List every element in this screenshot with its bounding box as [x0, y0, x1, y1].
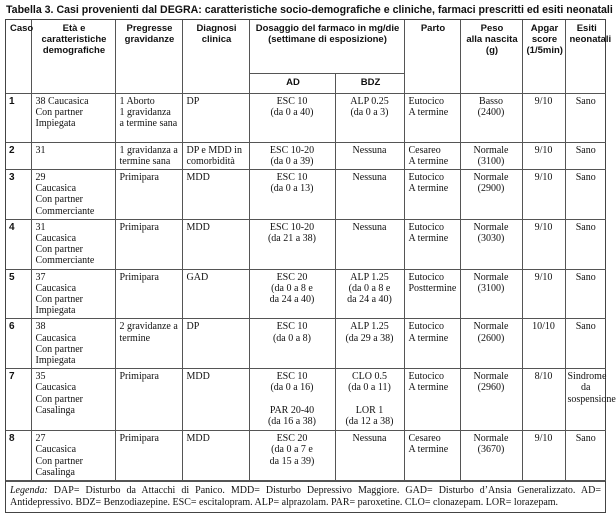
header-eta: Età e caratteristiche demografiche — [31, 20, 115, 93]
cell-gravidanze — [115, 93, 182, 142]
cell-apgar-value: 9/10 — [534, 144, 553, 156]
header-dosaggio: Dosaggio del farmaco in mg/die (settimane di esposizione) — [249, 20, 404, 73]
cell-ad-value: ESC 10 (da 0 a 13) — [270, 171, 314, 195]
cell-diagnosi-value: MDD — [186, 371, 210, 383]
legend-text: DAP= Disturbo da Attacchi di Panico. MDD= Disturbo Depressivo Maggiore. GAD= Disturbo d’Ansia Generalizzato. AD= Antidepressivo. BDZ= Benzodiazepine. ESC= escitalopram. ALP= alprazolam. PAR= paroxetine. CLO= clonazepam. LOR= lorazepam. — [10, 484, 601, 508]
case-number-value: 6 — [9, 321, 15, 333]
cell-gravidanze — [115, 369, 182, 431]
case-number-value: 5 — [9, 271, 15, 283]
cell-ad — [249, 431, 335, 481]
cell-apgar-value: 9/10 — [534, 95, 553, 107]
cell-eta — [31, 369, 115, 431]
case-number-value: 1 — [9, 95, 15, 107]
cell-ad-value: ESC 10-20 (da 0 a 39) — [269, 144, 315, 167]
cell-eta — [31, 93, 115, 142]
cell-eta — [31, 169, 115, 219]
cell-bdz — [335, 319, 404, 369]
cell-diagnosi — [182, 369, 249, 431]
cell-apgar-value: 9/10 — [534, 271, 553, 283]
cell-ad-value: ESC 20 (da 0 a 7 e da 15 a 39) — [269, 433, 315, 467]
case-number — [6, 169, 31, 219]
cell-gravidanze-value: Primipara — [119, 433, 159, 445]
cell-bdz — [335, 169, 404, 219]
cell-parto — [404, 169, 460, 219]
cell-gravidanze — [115, 219, 182, 269]
legend-label: Legenda: — [10, 484, 48, 496]
cell-diagnosi-value: MDD — [186, 171, 210, 183]
cell-ad — [249, 169, 335, 219]
cell-eta-value: 31 — [35, 144, 46, 156]
cell-esiti-value: Sano — [575, 271, 596, 283]
cell-esiti — [565, 319, 606, 369]
cell-peso — [460, 142, 522, 169]
cell-bdz-value: Nessuna — [352, 433, 387, 445]
header-gravidanze: Pregresse gravidanze — [115, 20, 182, 93]
table-row — [6, 169, 606, 219]
cell-ad — [249, 93, 335, 142]
cell-peso — [460, 369, 522, 431]
table-row — [6, 319, 606, 369]
cell-eta-value: 35 Caucasica Con partner Casalinga — [35, 371, 83, 416]
cell-ad-value: ESC 10-20 (da 21 a 38) — [267, 221, 317, 244]
cell-peso — [460, 169, 522, 219]
cell-gravidanze — [115, 142, 182, 169]
cell-apgar — [522, 169, 565, 219]
cell-ad — [249, 219, 335, 269]
cell-parto — [404, 369, 460, 431]
cell-parto — [404, 93, 460, 142]
cell-ad — [249, 269, 335, 319]
case-number — [6, 93, 31, 142]
table-row — [6, 219, 606, 269]
header-parto: Parto — [404, 20, 460, 93]
cell-ad — [249, 369, 335, 431]
cell-esiti-value: Sano — [575, 144, 596, 156]
cell-parto — [404, 319, 460, 369]
cell-diagnosi-value: MDD — [186, 433, 210, 445]
case-number-value: 2 — [9, 144, 15, 156]
case-number — [6, 431, 31, 481]
cell-diagnosi — [182, 142, 249, 169]
cell-diagnosi — [182, 169, 249, 219]
cell-gravidanze-value: 1 Aborto 1 gravidanza a termine sana — [119, 95, 178, 129]
cell-eta — [31, 269, 115, 319]
cell-peso-value: Normale (3670) — [473, 433, 509, 456]
header-peso: Peso alla nascita (g) — [460, 20, 522, 93]
cell-parto — [404, 269, 460, 319]
cell-gravidanze — [115, 269, 182, 319]
cell-gravidanze-value: Primipara — [119, 371, 159, 383]
subheader-bdz: BDZ — [335, 73, 404, 93]
cell-bdz-value: Nessuna — [352, 144, 387, 156]
header-row — [6, 20, 606, 73]
cell-esiti — [565, 142, 606, 169]
table-title: Tabella 3. Casi provenienti dal DEGRA: caratteristiche socio-demografiche e cliniche, farmaci prescritti ed esiti neonatali — [6, 4, 613, 16]
cell-gravidanze-value: Primipara — [119, 221, 159, 233]
legend — [6, 481, 605, 512]
cell-peso — [460, 93, 522, 142]
cell-peso-value: Normale (3030) — [473, 221, 509, 244]
case-number — [6, 319, 31, 369]
cell-esiti-value: Sano — [575, 433, 596, 445]
header-apgar: Apgar score (1/5min) — [522, 20, 565, 93]
case-number — [6, 219, 31, 269]
cell-apgar-value: 10/10 — [532, 321, 555, 333]
case-number-value: 4 — [9, 221, 15, 233]
cell-eta-value: 29 Caucasica Con partner Commerciante — [35, 171, 95, 217]
cell-esiti — [565, 269, 606, 319]
cell-ad-value: ESC 20 (da 0 a 8 e da 24 a 40) — [269, 271, 315, 305]
cell-parto-value: Eutocico Posttermine — [408, 271, 457, 294]
cell-eta — [31, 219, 115, 269]
header-esiti: Esiti neonatali — [565, 20, 606, 93]
cell-bdz-value: ALP 0.25 (da 0 a 3) — [350, 95, 389, 118]
cell-apgar — [522, 142, 565, 169]
table-row — [6, 431, 606, 481]
cell-ad — [249, 142, 335, 169]
cell-parto-value: Eutocico A termine — [408, 95, 449, 118]
cell-esiti-value: Sano — [575, 171, 596, 183]
cell-diagnosi — [182, 219, 249, 269]
cell-diagnosi-value: DP — [186, 321, 200, 333]
cell-parto — [404, 431, 460, 481]
cell-apgar — [522, 219, 565, 269]
cell-esiti-value: Sano — [575, 321, 596, 333]
cell-eta-value: 37 Caucasica Con partner Impiegata — [35, 271, 83, 317]
cell-bdz — [335, 369, 404, 431]
cell-apgar — [522, 269, 565, 319]
cell-peso — [460, 269, 522, 319]
cell-ad-value: ESC 10 (da 0 a 8) — [272, 321, 312, 344]
cell-bdz-second-value: LOR 1 (da 12 a 38) — [345, 404, 394, 427]
cell-bdz-value: Nessuna — [352, 221, 387, 233]
cell-esiti — [565, 93, 606, 142]
cell-parto-value: Eutocico A termine — [408, 221, 449, 244]
case-number — [6, 269, 31, 319]
case-number-value: 7 — [9, 371, 15, 383]
cell-diagnosi — [182, 319, 249, 369]
cell-parto-value: Eutocico A termine — [408, 171, 449, 195]
cell-peso-value: Normale (3100) — [473, 271, 509, 294]
cell-esiti — [565, 219, 606, 269]
case-number — [6, 369, 31, 431]
cell-esiti-value: Sano — [575, 221, 596, 233]
cell-bdz-value: ALP 1.25 (da 0 a 8 e da 24 a 40) — [347, 271, 392, 305]
cell-esiti — [565, 431, 606, 481]
cell-eta-value: 27 Caucasica Con partner Casalinga — [35, 433, 83, 478]
cell-peso-value: Normale (2900) — [473, 171, 509, 195]
cell-esiti — [565, 169, 606, 219]
cell-parto-value: Cesareo A termine — [408, 433, 449, 456]
cell-diagnosi-value: DP — [186, 95, 200, 107]
case-number-value: 3 — [9, 171, 15, 183]
table-row — [6, 142, 606, 169]
cell-bdz — [335, 142, 404, 169]
header-caso: Caso — [6, 20, 31, 93]
cell-gravidanze — [115, 319, 182, 369]
cell-bdz — [335, 431, 404, 481]
cell-gravidanze — [115, 169, 182, 219]
subheader-ad: AD — [249, 73, 335, 93]
cell-peso-value: Basso (2400) — [477, 95, 505, 118]
cell-apgar — [522, 319, 565, 369]
cell-esiti — [565, 369, 616, 431]
cell-bdz — [335, 93, 404, 142]
cell-diagnosi-value: MDD — [186, 221, 210, 233]
cell-ad-second-value: PAR 20-40 (da 16 a 38) — [267, 404, 317, 427]
cell-apgar — [522, 431, 565, 481]
cell-peso-value: Normale (3100) — [473, 144, 509, 167]
cell-parto — [404, 219, 460, 269]
cell-diagnosi — [182, 93, 249, 142]
cell-eta — [31, 142, 115, 169]
cell-bdz-value: ALP 1.25 (da 29 a 38) — [345, 321, 394, 344]
cell-ad — [249, 319, 335, 369]
cell-apgar — [522, 93, 565, 142]
case-number-value: 8 — [9, 433, 15, 445]
cell-apgar-value: 9/10 — [534, 221, 553, 233]
cell-eta-value: 38 Caucasica Con partner Impiegata — [35, 95, 89, 129]
cell-parto-value: Eutocico A termine — [408, 321, 449, 344]
cell-apgar — [522, 369, 565, 431]
table-row — [6, 269, 606, 319]
cell-eta-value: 38 Caucasica Con partner Impiegata — [35, 321, 83, 366]
cell-peso-value: Normale (2960) — [473, 371, 509, 394]
cell-peso — [460, 431, 522, 481]
cell-bdz — [335, 269, 404, 319]
cell-peso — [460, 319, 522, 369]
cell-gravidanze-value: 1 gravidanza a termine sana — [119, 144, 178, 167]
cell-gravidanze-value: 2 gravidanze a termine — [119, 321, 178, 344]
case-number — [6, 142, 31, 169]
cell-bdz-value: Nessuna — [352, 171, 387, 183]
cell-eta — [31, 431, 115, 481]
table-row — [6, 93, 606, 142]
header-diagnosi: Diagnosi clinica — [182, 20, 249, 93]
cell-bdz — [335, 219, 404, 269]
cell-diagnosi — [182, 431, 249, 481]
cell-gravidanze-value: Primipara — [119, 271, 159, 283]
cell-parto-value: Cesareo A termine — [408, 144, 449, 167]
table-frame — [5, 19, 616, 513]
cell-apgar-value: 9/10 — [534, 433, 553, 445]
cell-parto — [404, 142, 460, 169]
cell-gravidanze-value: Primipara — [119, 171, 159, 183]
cases-table — [6, 20, 616, 481]
cell-diagnosi-value: GAD — [186, 271, 209, 283]
cell-peso — [460, 219, 522, 269]
cell-eta-value: 31 Caucasica Con partner Commerciante — [35, 221, 95, 267]
cell-diagnosi-value: DP e MDD in comorbidità — [186, 144, 242, 167]
cell-apgar-value: 8/10 — [534, 371, 553, 383]
cell-ad-value: ESC 10 (da 0 a 16) — [270, 371, 314, 394]
cell-diagnosi — [182, 269, 249, 319]
cell-esiti-value: Sano — [575, 95, 596, 107]
cell-esiti-value: Sindrome da sospensione — [567, 371, 616, 405]
cell-gravidanze — [115, 431, 182, 481]
cell-peso-value: Normale (2600) — [473, 321, 509, 344]
cell-ad-value: ESC 10 (da 0 a 40) — [270, 95, 314, 118]
cell-parto-value: Eutocico A termine — [408, 371, 449, 394]
cell-bdz-value: CLO 0.5 (da 0 a 11) — [348, 371, 391, 394]
table-row — [6, 369, 606, 431]
cell-eta — [31, 319, 115, 369]
cell-apgar-value: 9/10 — [534, 171, 553, 183]
